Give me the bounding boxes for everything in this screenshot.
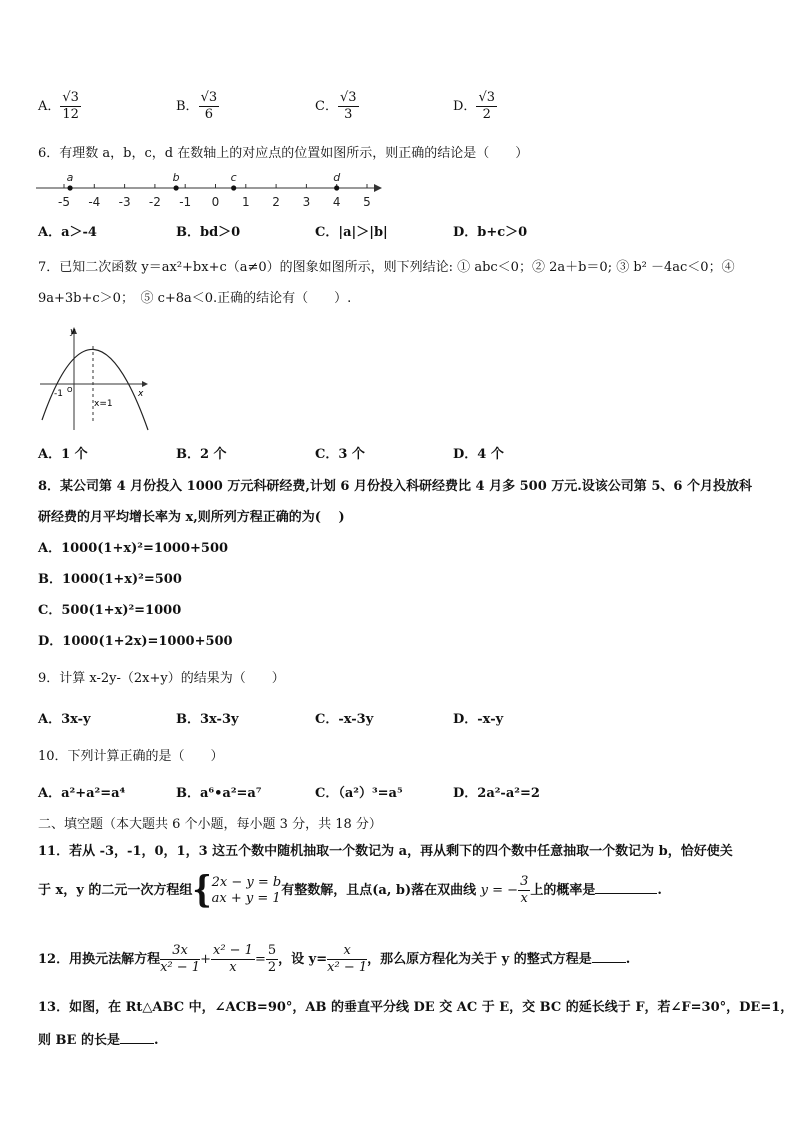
tick-label: -5 <box>58 195 70 209</box>
x-label: x <box>138 389 144 399</box>
option-denominator: 2 <box>482 107 491 122</box>
q11-stem-line2 <box>38 870 662 912</box>
neg-one-label: -1 <box>54 389 63 399</box>
parabola-figure <box>38 324 153 434</box>
q8-option-d: D．1000(1+2x)=1000+500 <box>38 634 233 649</box>
q11-middle-text: 有整数解，且点(a, b)落在双曲线 <box>281 883 477 898</box>
number-line-arrow <box>374 184 382 192</box>
fraction-2-numerator: x² − 1 <box>212 943 253 958</box>
fraction-3-numerator: 5 <box>267 943 277 958</box>
q13-stem-line1: 13．如图，在 Rt△ABC 中，∠ACB=90°，AB 的垂直平分线 DE 交 AC 于 E，交 BC 的延长线于 F，若∠F=30°，DE=1， <box>38 1000 794 1015</box>
option-label: D． <box>453 99 477 114</box>
q9-option-c: C．-x-3y <box>315 712 374 727</box>
tick-label: -4 <box>88 195 101 209</box>
option-label: A． <box>38 99 61 114</box>
section-2-heading: 二、填空题（本大题共 6 个小题，每小题 3 分，共 18 分） <box>38 817 382 832</box>
q8-option-b: B．1000(1+x)²=500 <box>38 572 182 587</box>
point-label-a: a <box>66 171 74 184</box>
q6-stem: 6．有理数 a，b，c，d 在数轴上的对应点的位置如图所示，则正确的结论是（ ） <box>38 146 529 161</box>
equation-system <box>212 875 282 907</box>
equation-1: 2x − y = b <box>211 874 282 890</box>
point-d <box>334 185 339 190</box>
plus-sign: + <box>200 952 211 967</box>
q5-option-a <box>38 90 81 123</box>
fraction-1-numerator: 3x <box>160 943 200 960</box>
q12-middle-text: ，设 y= <box>278 952 328 967</box>
tick-label: 2 <box>272 195 280 209</box>
q9-option-a: A．3x-y <box>38 712 91 727</box>
hyperbola-denominator: x <box>520 891 528 906</box>
point-b <box>174 185 179 190</box>
fraction-2-denominator: x <box>229 960 237 975</box>
option-numerator: √3 <box>62 90 79 105</box>
q11-end: . <box>657 883 662 898</box>
hyperbola-lhs: y = − <box>480 883 519 898</box>
tick-label: 0 <box>211 195 220 209</box>
equation-2: ax + y = 1 <box>211 890 281 906</box>
q8-stem-line1: 8．某公司第 4 月份投入 1000 万元科研经费,计划 6 月份投入科研经费比 4 月多 500 万元.设该公司第 5、6 个月投放科 <box>38 479 752 494</box>
q7-option-d: D．4 个 <box>453 447 504 462</box>
q10-option-b: B．a⁶•a²=a⁷ <box>176 786 262 801</box>
q7-option-b: B．2 个 <box>176 447 227 462</box>
fraction-1-denominator: x² − 1 <box>160 960 201 975</box>
q7-stem-line1: 7．已知二次函数 y＝ax²+bx+c（a≠0）的图象如图所示，则下列结论: ① abc＜0；② 2a＋b＝0; ③ b² －4ac＜0；④ <box>38 260 735 275</box>
q13-stem-line2 <box>38 1031 158 1049</box>
answer-blank[interactable] <box>595 881 657 894</box>
point-label-b: b <box>172 171 180 184</box>
q11-suffix: 上的概率是 <box>530 883 596 898</box>
q10-option-c: C．（a²）³=a⁵ <box>315 786 403 801</box>
fraction-4-denominator: x² − 1 <box>327 960 368 975</box>
tick-label: -2 <box>148 195 161 209</box>
fraction-3-denominator: 2 <box>267 960 277 975</box>
tick-label: 1 <box>241 195 250 209</box>
q6-option-c: C．|a|＞|b| <box>315 225 388 240</box>
q8-option-a: A．1000(1+x)²=1000+500 <box>38 541 229 556</box>
equals-sign: = <box>254 952 266 967</box>
y-label: y <box>70 327 76 337</box>
q12-stem <box>38 940 630 980</box>
point-label-d: d <box>333 171 341 184</box>
q8-option-c: C．500(1+x)²=1000 <box>38 603 182 618</box>
q5-option-c <box>315 90 359 123</box>
q7-option-c: C．3 个 <box>315 447 365 462</box>
q9-stem: 9．计算 x-2y-（2x+y）的结果为（ ） <box>38 671 285 686</box>
option-denominator: 3 <box>344 107 353 122</box>
option-numerator: √3 <box>200 90 218 105</box>
fraction-4-numerator: x <box>327 943 367 960</box>
q10-stem: 10．下列计算正确的是（ ） <box>38 749 224 764</box>
q10-option-d: D．2a²-a²=2 <box>453 786 540 801</box>
system-brace: { <box>192 868 212 911</box>
option-denominator: 12 <box>62 107 79 122</box>
tick-label: -3 <box>118 195 131 209</box>
q9-option-b: B．3x-3y <box>176 712 239 727</box>
q6-option-b: B．bd＞0 <box>176 225 241 240</box>
tick-label: 5 <box>363 195 371 209</box>
answer-blank[interactable] <box>120 1031 154 1044</box>
q5-option-b <box>176 90 219 123</box>
q7-option-a: A．1 个 <box>38 447 88 462</box>
option-numerator: √3 <box>339 90 357 105</box>
hyperbola-numerator: 3 <box>520 874 529 889</box>
q13-end: . <box>153 1033 159 1048</box>
q7-stem-line2: 9a+3b+c＞0； ⑤ c+8a＜0.正确的结论有（ ）. <box>38 291 352 306</box>
tick-label: -1 <box>179 195 192 209</box>
number-line-figure <box>34 166 394 212</box>
point-c <box>231 185 236 190</box>
option-denominator: 6 <box>204 107 213 122</box>
q13-prefix: 则 BE 的长是 <box>38 1033 120 1048</box>
q8-stem-line2: 研经费的月平均增长率为 x,则所列方程正确的为( ) <box>38 510 345 525</box>
q6-option-a: A．a＞-4 <box>38 225 97 240</box>
option-label: C． <box>315 99 338 114</box>
origin-label: O <box>67 386 73 394</box>
axis-label: x=1 <box>94 399 113 409</box>
option-label: B． <box>176 99 199 114</box>
answer-blank[interactable] <box>592 950 626 963</box>
q11-stem-line1: 11．若从 -3，-1，0，1，3 这五个数中随机抽取一个数记为 a，再从剩下的四个数中任意抽取一个数记为 b，恰好使关 <box>38 844 733 859</box>
q5-option-d <box>453 90 497 123</box>
point-label-c: c <box>230 171 237 184</box>
tick-label: 3 <box>302 195 311 209</box>
q12-prefix: 12．用换元法解方程 <box>38 952 161 967</box>
q6-option-d: D．b+c＞0 <box>453 225 528 240</box>
option-numerator: √3 <box>478 90 495 105</box>
q12-end: . <box>625 952 631 967</box>
point-a <box>67 185 72 190</box>
x-axis-arrow <box>142 381 148 387</box>
q9-option-d: D．-x-y <box>453 712 504 727</box>
q12-suffix: ，那么原方程化为关于 y 的整式方程是 <box>367 952 592 967</box>
tick-label: 4 <box>332 195 341 209</box>
q10-option-a: A．a²+a²=a⁴ <box>38 786 126 801</box>
q11-prefix: 于 x，y 的二元一次方程组 <box>38 883 193 898</box>
